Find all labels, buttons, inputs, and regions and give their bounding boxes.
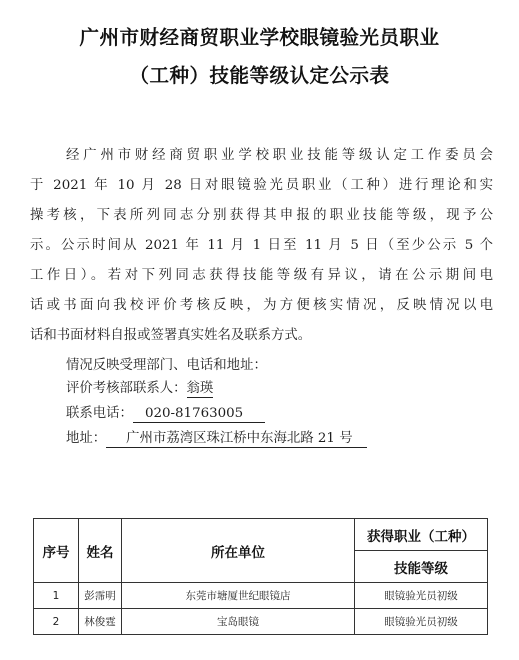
body-paragraph-line: 示。公示时间从 2021 年 11 月 1 日至 11 月 5 日（至少公示 5 个 xyxy=(30,238,493,253)
header-no: 序号 xyxy=(34,519,79,583)
header-name: 姓名 xyxy=(79,519,122,583)
body-paragraph-line: 于 2021 年 10 月 28 日对眼镜验光员职业（工种）进行理论和实 xyxy=(30,178,493,193)
header-level: 技能等级 xyxy=(355,551,488,583)
row-no: 1 xyxy=(34,583,79,609)
body-paragraph-line: 工作日）。若对下列同志获得技能等级有异议，请在公示期间电 xyxy=(30,268,493,283)
address-label: 地址： xyxy=(66,431,107,446)
row-level: 眼镜验光员初级 xyxy=(355,609,488,635)
address-value: 广州市荔湾区珠江桥中东海北路 21 号 xyxy=(106,431,366,448)
body-paragraph-line: 经广州市财经商贸职业学校职业技能等级认定工作委员会 xyxy=(66,148,493,163)
row-level: 眼镜验光员初级 xyxy=(355,583,488,609)
contact-person-row xyxy=(66,380,519,398)
row-no: 2 xyxy=(34,609,79,635)
body-paragraph-line: 话或书面向我校评价考核反映，为方便核实情况，反映情况以电 xyxy=(30,298,493,313)
phone-number: 020-81763005 xyxy=(133,406,265,423)
row-unit: 宝岛眼镜 xyxy=(122,609,355,635)
body-paragraph-line: 话和书面材料自报或签署真实姓名及联系方式。 xyxy=(30,328,312,343)
phone-label: 联系电话： xyxy=(66,406,133,421)
row-unit: 东莞市塘厦世纪眼镜店 xyxy=(122,583,355,609)
address-row xyxy=(66,430,519,448)
body-paragraph-line: 操考核，下表所列同志分别获得其申报的职业技能等级，现予公 xyxy=(30,208,493,223)
certification-table xyxy=(33,518,488,635)
contact-person-label: 评价考核部联系人： xyxy=(66,381,187,396)
header-occupation: 获得职业（工种） xyxy=(355,519,488,551)
table-row xyxy=(34,609,488,635)
row-name: 彭霈明 xyxy=(79,583,122,609)
row-name: 林俊霆 xyxy=(79,609,122,635)
phone-row xyxy=(66,405,519,423)
contact-person-name: 翁瑛 xyxy=(186,381,214,396)
header-unit: 所在单位 xyxy=(122,519,355,583)
table-row xyxy=(34,583,488,609)
document-title-line-1: 广州市财经商贸职业学校眼镜验光员职业 xyxy=(79,26,440,49)
document-title-line-2: （工种）技能等级认定公示表 xyxy=(129,64,390,87)
contact-intro: 情况反映受理部门、电话和地址： xyxy=(66,358,267,373)
